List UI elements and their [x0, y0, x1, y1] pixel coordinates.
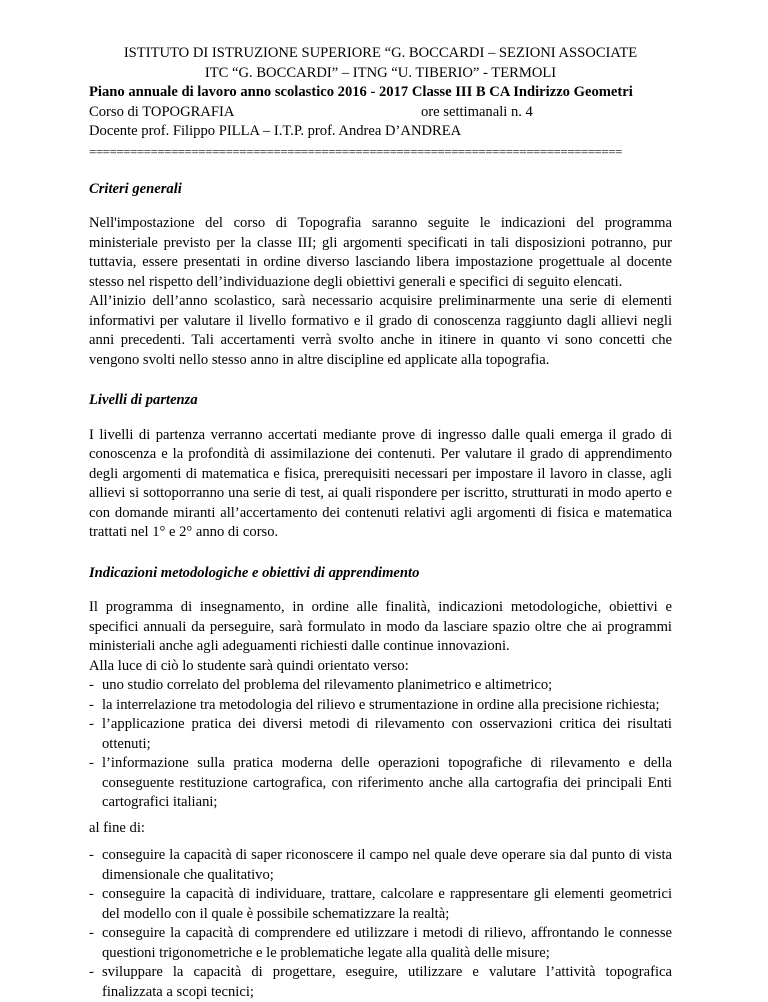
- livelli-paragraph-1: I livelli di partenza verranno accertati mediante prove di ingresso dalle quali emerga il grado di conoscenza e la profondità di assimilazione dei contenuti. Per valutare il grado di apprendimento degli argomenti di matematica e fisica, prerequisiti necessari per impostare il lavoro in classe, agli allievi si sottoporranno una serie di test, ai quali rispondere per iscritto, strutturati in modo aperto e con domande miranti all’accertamento dei contenuti relativi agli argomenti di fisica e matematica trattati nel 1° e 2° anno di corso.: [89, 426, 672, 540]
- list-item: - sviluppare la capacità di progettare, eseguire, utilizzare e valutare l’attività topografica finalizzata a scopi tecnici;: [89, 964, 672, 1000]
- course-row: [89, 103, 672, 123]
- dash-marker: -: [89, 925, 94, 941]
- objectives-list: [89, 846, 672, 1002]
- dash-marker: -: [89, 677, 94, 693]
- dash-marker: -: [89, 847, 94, 863]
- section-title-livelli: Livelli di partenza: [89, 392, 198, 408]
- school-name: ISTITUTO DI ISTRUZIONE SUPERIORE “G. BOCCARDI – SEZIONI ASSOCIATE: [123, 45, 638, 61]
- criteri-paragraph-2: All’inizio dell’anno scolastico, sarà necessario acquisire preliminarmente una serie di elementi informativi per valutare il livello formativo e il grado di conoscenza raggiunto dagli allievi negli anni precedenti. Tali accertamenti verrà svolto anche in itinere in quanto vi sono concetti che vengono svolti nello stesso anno in altre discipline ed applicate alla topografia.: [89, 293, 672, 368]
- document-page: [89, 44, 672, 1002]
- dash-marker: -: [89, 964, 94, 980]
- teacher-line: Docente prof. Filippo PILLA – I.T.P. prof. Andrea D’ANDREA: [89, 123, 462, 139]
- list-item: - conseguire la capacità di individuare, trattare, calcolare e rappresentare gli elementi geometrici del modello con il quale è possibile schematizzare la realtà;: [89, 886, 672, 922]
- list-item: - conseguire la capacità di comprendere ed utilizzare i metodi di rilievo, affrontando le connesse questioni trigonometriche e le problematiche legate alla qualità delle misure;: [89, 925, 672, 961]
- dash-marker: -: [89, 755, 94, 771]
- weekly-hours: ore settimanali n. 4: [421, 103, 533, 120]
- criteri-paragraph-1: Nell'impostazione del corso di Topografia saranno seguite le indicazioni del programma ministeriale previsto per la classe III; gli argomenti specificati in tali disposizioni potranno, pur tuttavia, essere presentati in ordine diverso lasciando libera impostazione progettuale al docente stesso nel rispetto dell’individuazione degli obiettivi generali e specifici di seguito elencati.: [89, 215, 672, 290]
- plan-title: Piano annuale di lavoro anno scolastico 2016 - 2017 Classe III B CA Indirizzo Geometri: [89, 84, 633, 100]
- dash-marker: -: [89, 696, 94, 713]
- section-title-criteri: Criteri generali: [89, 180, 182, 197]
- list-item: - uno studio correlato del problema del rilevamento planimetrico e altimetrico;: [89, 676, 672, 696]
- course-name: Corso di TOPOGRAFIA: [89, 103, 235, 120]
- separator-line: ==============================================================================: [89, 144, 622, 159]
- al-fine-di: al fine di:: [89, 819, 145, 836]
- orientation-list: [89, 676, 672, 813]
- list-item: - l’informazione sulla pratica moderna delle operazioni topografiche di rilevamento e della conseguente restituzione cartografica, con riferimento anche alla cartografia dei principali Enti cartografici italiani;: [89, 755, 672, 810]
- list-item: - l’applicazione pratica dei diversi metodi di rilevamento con osservazioni critica dei risultati ottenuti;: [89, 716, 672, 752]
- section-title-indicazioni: Indicazioni metodologiche e obiettivi di apprendimento: [89, 564, 420, 581]
- dash-marker: -: [89, 716, 94, 732]
- dash-marker: -: [89, 886, 94, 902]
- list-item: - la interrelazione tra metodologia del rilievo e strumentazione in ordine alla precisione richiesta;: [89, 696, 672, 716]
- indicazioni-paragraph-1: Il programma di insegnamento, in ordine alle finalità, indicazioni metodologiche, obiettivi e specifici annuali da perseguire, sarà formulato in modo da lasciare spazio oltre che ai programmi ministeriali anche agli adeguamenti richiesti dalle continue innovazioni.: [89, 599, 672, 654]
- school-sections: ITC “G. BOCCARDI” – ITNG “U. TIBERIO” - TERMOLI: [204, 64, 557, 81]
- list-item: - conseguire la capacità di saper riconoscere il campo nel quale deve operare sia dal punto di vista dimensionale che qualitativo;: [89, 847, 672, 883]
- indicazioni-paragraph-2: Alla luce di ciò lo studente sarà quindi orientato verso:: [89, 657, 409, 674]
